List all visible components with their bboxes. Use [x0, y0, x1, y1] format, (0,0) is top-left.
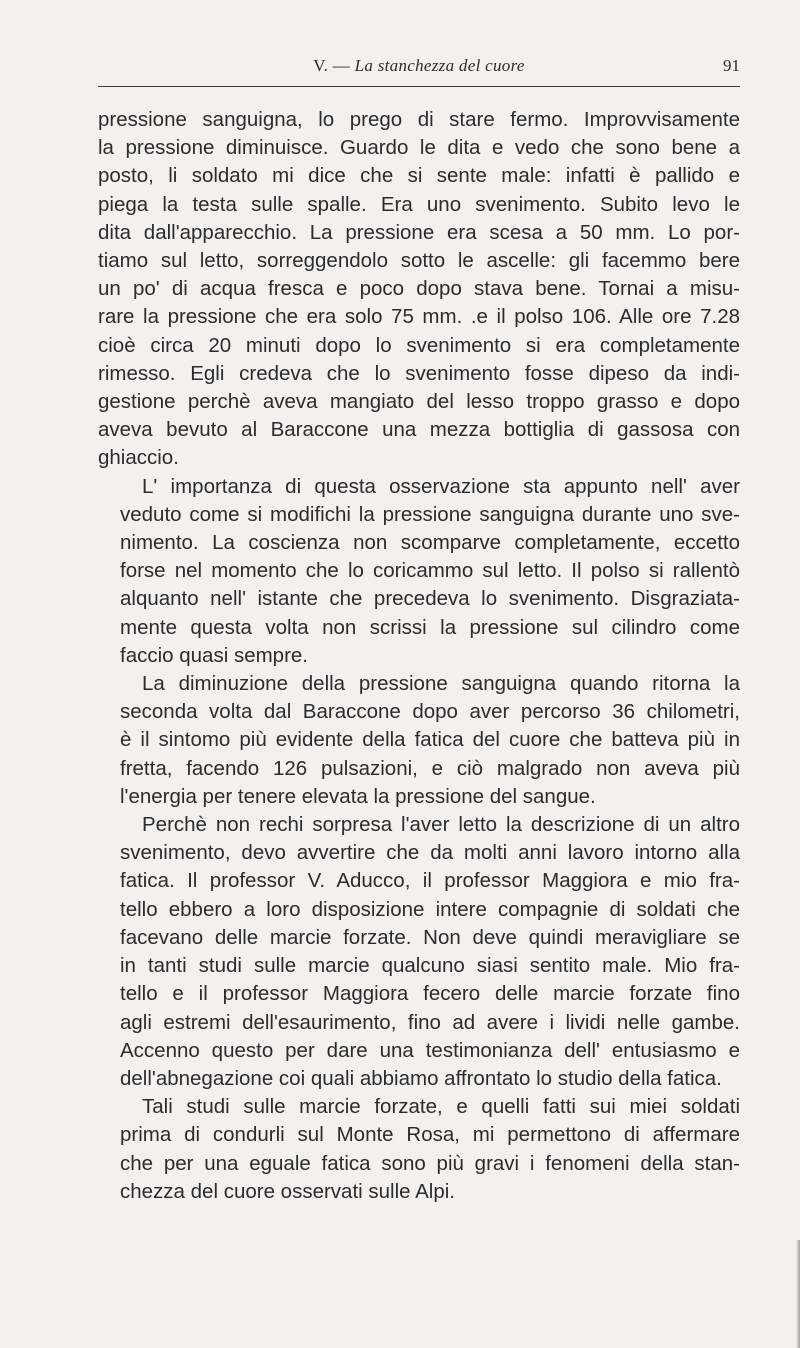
running-header	[98, 56, 740, 84]
text-line: aveva bevuto al Baraccone una mezza bottiglia di gassosa con	[98, 418, 740, 442]
text-line: un po' di acqua fresca e poco dopo stava bene. Tornai a misu-	[98, 277, 740, 301]
paragraph-2	[98, 473, 740, 670]
header-title	[98, 56, 740, 76]
chapter-number: V. —	[313, 56, 351, 75]
page-number: 91	[723, 56, 740, 75]
text-line: L' importanza di questa osservazione sta appunto nell' aver	[142, 474, 740, 498]
text-line: piega la testa sulle spalle. Era uno svenimento. Subito levo le	[98, 192, 740, 216]
chapter-title: La stanchezza del cuore	[354, 56, 525, 75]
text-line: tiamo sul letto, sorreggendolo sotto le ascelle: gli facemmo bere	[98, 249, 740, 273]
text-line: la pressione diminuisce. Guardo le dita e vedo che sono bene a	[98, 136, 740, 160]
text-line: ghiaccio.	[98, 446, 179, 470]
text-line: prima di condurli sul Monte Rosa, mi permettono di affermare	[120, 1123, 740, 1147]
text-line: fretta, facendo 126 pulsazioni, e ciò malgrado non aveva più	[120, 756, 740, 780]
header-rule	[98, 86, 740, 87]
text-line: l'energia per tenere elevata la pressione del sangue.	[120, 784, 596, 808]
text-line: è il sintomo più evidente della fatica del cuore che batteva più in	[120, 728, 740, 752]
paragraph-1	[98, 106, 740, 473]
text-line: fatica. Il professor V. Aducco, il professor Maggiora e mio fra-	[120, 869, 740, 893]
text-line: Tali studi sulle marcie forzate, e quelli fatti sui miei soldati	[142, 1095, 740, 1119]
text-line: dita dall'apparecchio. La pressione era scesa a 50 mm. Lo por-	[98, 220, 740, 244]
body-text	[98, 106, 740, 1206]
text-line: chezza del cuore osservati sulle Alpi.	[120, 1179, 456, 1203]
text-line: rare la pressione che era solo 75 mm. .e il polso 106. Alle ore 7.28	[98, 305, 740, 329]
text-line: Accenno questo per dare una testimonianza dell' entusiasmo e	[120, 1038, 740, 1062]
text-line: veduto come si modifichi la pressione sanguigna durante uno sve-	[120, 502, 740, 526]
text-line: posto, li soldato mi dice che si sente male: infatti è pallido e	[98, 164, 740, 188]
text-line: tello e il professor Maggiora fecero delle marcie forzate fino	[120, 982, 740, 1006]
text-line: che per una eguale fatica sono più gravi i fenomeni della stan-	[120, 1151, 740, 1175]
text-line: rimesso. Egli credeva che lo svenimento fosse dipeso da indi-	[98, 361, 740, 385]
text-line: cioè circa 20 minuti dopo lo svenimento si era completamente	[98, 333, 740, 357]
text-line: forse nel momento che lo coricammo sul letto. Il polso si rallentò	[120, 559, 740, 583]
text-line: alquanto nell' istante che precedeva lo svenimento. Disgraziata-	[120, 587, 740, 611]
text-line: La diminuzione della pressione sanguigna quando ritorna la	[142, 672, 740, 696]
text-line: tello ebbero a loro disposizione intere compagnie di soldati che	[120, 897, 740, 921]
text-line: agli estremi dell'esaurimento, fino ad avere i lividi nelle gambe.	[120, 1010, 740, 1034]
page-edge-shadow	[796, 1240, 800, 1348]
text-line: mente questa volta non scrissi la pressione sul cilindro come	[120, 615, 740, 639]
text-line: svenimento, devo avvertire che da molti anni lavoro intorno alla	[120, 841, 740, 865]
text-line: nimento. La coscienza non scomparve completamente, eccetto	[120, 531, 740, 555]
text-line: pressione sanguigna, lo prego di stare fermo. Improvvisamente	[98, 108, 740, 131]
paragraph-3	[98, 670, 740, 811]
paragraph-4	[98, 811, 740, 1093]
paragraph-5	[98, 1093, 740, 1206]
text-line: seconda volta dal Baraccone dopo aver percorso 36 chilometri,	[120, 700, 740, 724]
text-line: dell'abnegazione coi quali abbiamo affrontato lo studio della fatica.	[120, 1066, 722, 1090]
text-line: facevano delle marcie forzate. Non deve quindi meravigliare se	[120, 925, 740, 949]
text-line: Perchè non rechi sorpresa l'aver letto la descrizione di un altro	[142, 813, 740, 837]
text-line: faccio quasi sempre.	[120, 643, 309, 667]
text-line: gestione perchè aveva mangiato del lesso troppo grasso e dopo	[98, 390, 740, 414]
text-line: in tanti studi sulle marcie qualcuno siasi sentito male. Mio fra-	[120, 954, 740, 978]
